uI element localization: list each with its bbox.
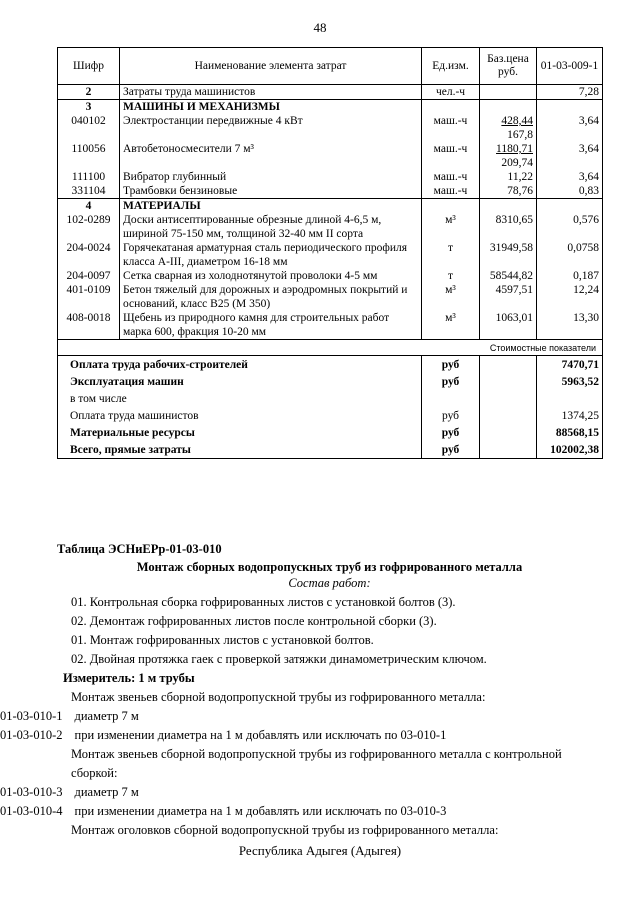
norm-code: 01-03-010-2 bbox=[0, 728, 63, 742]
table-row bbox=[58, 213, 603, 241]
row-code: 102-0289 bbox=[58, 213, 120, 241]
row-unit: маш.-ч bbox=[422, 184, 480, 199]
row-price-main: 428,44 bbox=[501, 115, 533, 127]
total-row bbox=[58, 356, 603, 374]
page-number: 48 bbox=[313, 20, 327, 35]
row-value: 3,64 bbox=[537, 170, 603, 184]
measure-label: Измеритель: 1 м трубы bbox=[63, 671, 195, 685]
table-row bbox=[58, 114, 603, 142]
row-unit: маш.-ч bbox=[422, 142, 480, 170]
row-unit: маш.-ч bbox=[422, 114, 480, 142]
row-code: 111100 bbox=[58, 170, 120, 184]
works-list bbox=[0, 593, 602, 840]
row-name: Щебень из природного камня для строительных работ марка 600, фракция 10-20 мм bbox=[120, 311, 422, 340]
row-name: Сетка сварная из холоднотянутой проволоки 4-5 мм bbox=[120, 269, 422, 283]
table-header bbox=[58, 48, 603, 85]
header-code: Шифр bbox=[58, 48, 120, 85]
total-value: 5963,52 bbox=[537, 373, 603, 390]
section-title: Монтаж сборных водопропускных труб из гофрированного металла bbox=[136, 560, 523, 574]
total-value: 7470,71 bbox=[537, 356, 603, 374]
norm-line: Монтаж звеньев сборной водопропускной трубы из гофрированного металла: bbox=[71, 690, 486, 704]
works-title: Состав работ: bbox=[288, 576, 371, 590]
total-unit: руб bbox=[422, 441, 480, 459]
table-row bbox=[58, 269, 603, 283]
row-value: 3,64 bbox=[537, 114, 603, 142]
row-price bbox=[480, 311, 537, 340]
row-price bbox=[480, 269, 537, 283]
row-price bbox=[480, 241, 537, 269]
header-norm: 01-03-009-1 bbox=[537, 48, 603, 85]
total-value: 1374,25 bbox=[537, 407, 603, 424]
row-name: Трамбовки бензиновые bbox=[120, 184, 422, 199]
total-unit: руб bbox=[422, 356, 480, 374]
row-value bbox=[537, 100, 603, 115]
work-item: 02. Двойная протяжка гаек с проверкой затяжки динамометрическим ключом. bbox=[71, 652, 487, 666]
header-unit: Ед.изм. bbox=[422, 48, 480, 85]
row-code: 040102 bbox=[58, 114, 120, 142]
total-name: Оплата труда рабочих-строителей bbox=[58, 356, 422, 374]
row-price bbox=[480, 100, 537, 115]
row-code: 204-0097 bbox=[58, 269, 120, 283]
total-empty bbox=[480, 356, 537, 374]
row-value bbox=[537, 199, 603, 214]
row-name: Электростанции передвижные 4 кВт bbox=[120, 114, 422, 142]
row-unit bbox=[422, 100, 480, 115]
row-price bbox=[480, 85, 537, 100]
row-price-main: 1063,01 bbox=[495, 312, 533, 324]
row-price bbox=[480, 199, 537, 214]
row-name: МАТЕРИАЛЫ bbox=[120, 199, 422, 214]
total-empty bbox=[480, 407, 537, 424]
row-value: 0,576 bbox=[537, 213, 603, 241]
row-code: 204-0024 bbox=[58, 241, 120, 269]
row-code: 408-0018 bbox=[58, 311, 120, 340]
total-name: Всего, прямые затраты bbox=[58, 441, 422, 459]
row-price bbox=[480, 213, 537, 241]
table-row bbox=[58, 199, 603, 214]
row-name: Автобетоносмесители 7 м³ bbox=[120, 142, 422, 170]
total-unit: руб bbox=[422, 373, 480, 390]
row-price-main: 4597,51 bbox=[495, 284, 533, 296]
resource-table bbox=[57, 47, 603, 459]
total-empty bbox=[480, 441, 537, 459]
total-unit: руб bbox=[422, 424, 480, 441]
row-unit: м³ bbox=[422, 283, 480, 311]
total-row bbox=[58, 390, 603, 407]
row-value: 13,30 bbox=[537, 311, 603, 340]
row-price bbox=[480, 170, 537, 184]
row-price bbox=[480, 283, 537, 311]
total-unit: руб bbox=[422, 407, 480, 424]
row-unit: маш.-ч bbox=[422, 170, 480, 184]
total-empty bbox=[480, 424, 537, 441]
norm-line bbox=[0, 707, 602, 726]
total-value: 88568,15 bbox=[537, 424, 603, 441]
row-price bbox=[480, 142, 537, 170]
row-unit: м³ bbox=[422, 311, 480, 340]
row-value: 3,64 bbox=[537, 142, 603, 170]
row-name: Горячекатаная арматурная сталь периодического профиля класса А-III, диаметром 16-18 мм bbox=[120, 241, 422, 269]
row-value: 0,0758 bbox=[537, 241, 603, 269]
work-item: 01. Контрольная сборка гофрированных листов с установкой болтов (3). bbox=[71, 595, 456, 609]
row-name: Доски антисептированные обрезные длиной 4-6,5 м, шириной 75-150 мм, толщиной 32-40 мм II сорта bbox=[120, 213, 422, 241]
row-name: Вибратор глубинный bbox=[120, 170, 422, 184]
row-price bbox=[480, 184, 537, 199]
table-id: Таблица ЭСНиЕРр-01-03-010 bbox=[57, 542, 222, 556]
footer-region: Республика Адыгея (Адыгея) bbox=[238, 843, 402, 858]
norm-line: Монтаж оголовков сборной водопропускной трубы из гофрированного металла: bbox=[71, 823, 499, 837]
cost-indicators-row bbox=[58, 340, 603, 356]
row-code: 3 bbox=[58, 100, 120, 115]
total-row bbox=[58, 424, 603, 441]
row-code: 401-0109 bbox=[58, 283, 120, 311]
table-row bbox=[58, 184, 603, 199]
norm-code: 01-03-010-3 bbox=[0, 785, 63, 799]
norm-line bbox=[0, 726, 602, 745]
row-price bbox=[480, 114, 537, 142]
row-code: 2 bbox=[58, 85, 120, 100]
table-row bbox=[58, 283, 603, 311]
row-unit bbox=[422, 199, 480, 214]
total-name: в том числе bbox=[58, 390, 422, 407]
total-empty bbox=[480, 390, 537, 407]
row-unit: чел.-ч bbox=[422, 85, 480, 100]
table-row bbox=[58, 85, 603, 100]
header-name: Наименование элемента затрат bbox=[120, 48, 422, 85]
row-code: 4 bbox=[58, 199, 120, 214]
row-price-main: 78,76 bbox=[507, 185, 533, 197]
work-item: 01. Монтаж гофрированных листов с установкой болтов. bbox=[71, 633, 374, 647]
row-price-secondary: 167,8 bbox=[507, 129, 533, 141]
row-price-main: 31949,58 bbox=[489, 242, 533, 254]
table-row bbox=[58, 311, 603, 340]
norm-line bbox=[0, 802, 602, 821]
row-price-secondary: 209,74 bbox=[501, 157, 533, 169]
row-price-main: 8310,65 bbox=[495, 214, 533, 226]
row-unit: м³ bbox=[422, 213, 480, 241]
header-price: Баз.цена руб. bbox=[480, 48, 537, 85]
total-row bbox=[58, 441, 603, 459]
row-value: 12,24 bbox=[537, 283, 603, 311]
norm-text: при изменении диаметра на 1 м добавлять или исключать по 03-010-1 bbox=[74, 728, 447, 742]
norm-code: 01-03-010-4 bbox=[0, 804, 63, 818]
row-value: 0,187 bbox=[537, 269, 603, 283]
total-name: Материальные ресурсы bbox=[58, 424, 422, 441]
total-row bbox=[58, 407, 603, 424]
row-price-main: 58544,82 bbox=[489, 270, 533, 282]
row-value: 0,83 bbox=[537, 184, 603, 199]
row-unit: т bbox=[422, 241, 480, 269]
norm-text: диаметр 7 м bbox=[74, 785, 139, 799]
row-price-main: 1180,71 bbox=[496, 143, 533, 155]
norm-line bbox=[0, 783, 602, 802]
row-price-main: 11,22 bbox=[507, 171, 533, 183]
total-row bbox=[58, 373, 603, 390]
row-code: 110056 bbox=[58, 142, 120, 170]
cost-indicators-label: Стоимостные показатели bbox=[58, 340, 603, 356]
table-row bbox=[58, 100, 603, 115]
total-name: Эксплуатация машин bbox=[58, 373, 422, 390]
row-name: МАШИНЫ И МЕХАНИЗМЫ bbox=[120, 100, 422, 115]
table-row bbox=[58, 142, 603, 170]
norm-text: при изменении диаметра на 1 м добавлять или исключать по 03-010-3 bbox=[74, 804, 447, 818]
norm-line: Монтаж звеньев сборной водопропускной трубы из гофрированного металла с контрольной сборкой: bbox=[71, 747, 562, 780]
norm-text: диаметр 7 м bbox=[74, 709, 139, 723]
norm-code: 01-03-010-1 bbox=[0, 709, 63, 723]
work-item: 02. Демонтаж гофрированных листов после контрольной сборки (3). bbox=[71, 614, 437, 628]
total-value bbox=[537, 390, 603, 407]
total-unit bbox=[422, 390, 480, 407]
row-value: 7,28 bbox=[537, 85, 603, 100]
row-name: Затраты труда машинистов bbox=[120, 85, 422, 100]
table-row bbox=[58, 241, 603, 269]
row-code: 331104 bbox=[58, 184, 120, 199]
table-row bbox=[58, 170, 603, 184]
total-value: 102002,38 bbox=[537, 441, 603, 459]
total-empty bbox=[480, 373, 537, 390]
row-unit: т bbox=[422, 269, 480, 283]
total-name: Оплата труда машинистов bbox=[58, 407, 422, 424]
row-name: Бетон тяжелый для дорожных и аэродромных покрытий и оснований, класс В25 (М 350) bbox=[120, 283, 422, 311]
